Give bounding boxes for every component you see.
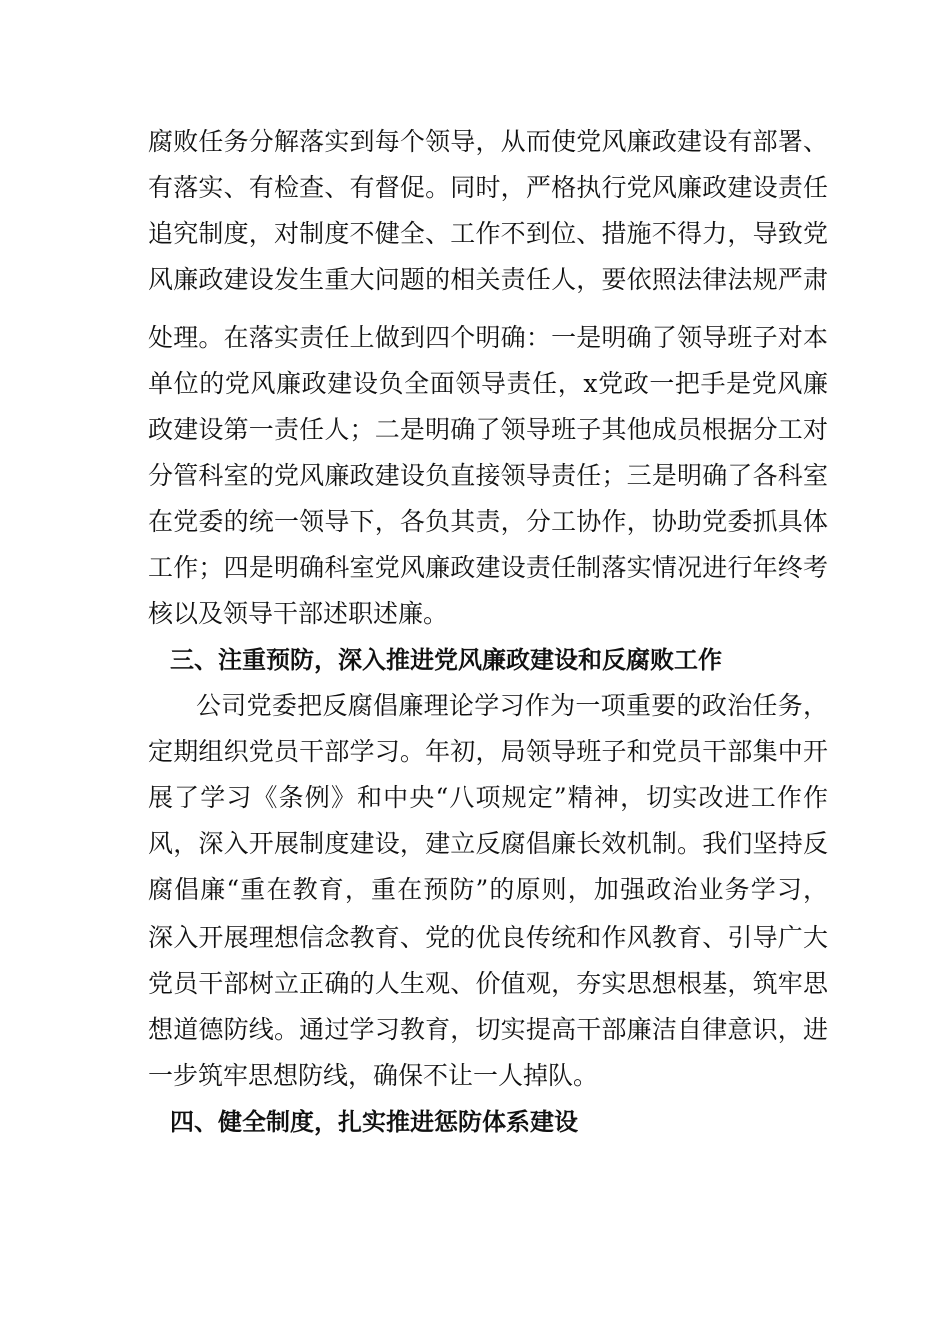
paragraph-line: 单位的党风廉政建设负全面领导责任，x党政一把手是党风廉 [148,369,828,398]
paragraph-line: 展了学习《条例》和中央“八项规定”精神，切实改进工作作 [148,783,828,812]
paragraph-line: 一步筑牢思想防线，确保不让一人掉队。 [148,1061,599,1090]
paragraph-line: 分管科室的党风廉政建设负直接领导责任；三是明确了各科室 [148,461,828,490]
paragraph-line: 追究制度，对制度不健全、工作不到位、措施不得力，导致党 [148,219,828,248]
paragraph-line: 腐倡廉“重在教育，重在预防”的原则，加强政治业务学习， [148,875,828,904]
section-heading: 四、健全制度，扎实推进惩防体系建设 [170,1108,578,1136]
section-heading: 三、注重预防，深入推进党风廉政建设和反腐败工作 [170,646,722,674]
paragraph-line: 风廉政建设发生重大问题的相关责任人，要依照法律法规严肃 [148,265,828,294]
paragraph-line: 工作；四是明确科室党风廉政建设责任制落实情况进行年终考 [148,553,828,582]
paragraph-line: 有落实、有检查、有督促。同时，严格执行党风廉政建设责任 [148,173,828,202]
paragraph-line: 公司党委把反腐倡廉理论学习作为一项重要的政治任务， [196,691,828,720]
paragraph-line: 腐败任务分解落实到每个领导，从而使党风廉政建设有部署、 [148,127,828,156]
paragraph-line: 定期组织党员干部学习。年初，局领导班子和党员干部集中开 [148,737,828,766]
paragraph-line: 政建设第一责任人；二是明确了领导班子其他成员根据分工对 [148,415,828,444]
paragraph-line: 想道德防线。通过学习教育，切实提高干部廉洁自律意识，进 [148,1015,828,1044]
paragraph-line: 深入开展理想信念教育、党的优良传统和作风教育、引导广大 [148,923,828,952]
paragraph-line: 处理。在落实责任上做到四个明确：一是明确了领导班子对本 [148,323,828,352]
paragraph-line: 党员干部树立正确的人生观、价值观，夯实思想根基，筑牢思 [148,969,828,998]
paragraph-line: 核以及领导干部述职述廉。 [148,599,449,628]
paragraph-line: 在党委的统一领导下，各负其责，分工协作，协助党委抓具体 [148,507,828,536]
paragraph-line: 风，深入开展制度建设，建立反腐倡廉长效机制。我们坚持反 [148,829,828,858]
